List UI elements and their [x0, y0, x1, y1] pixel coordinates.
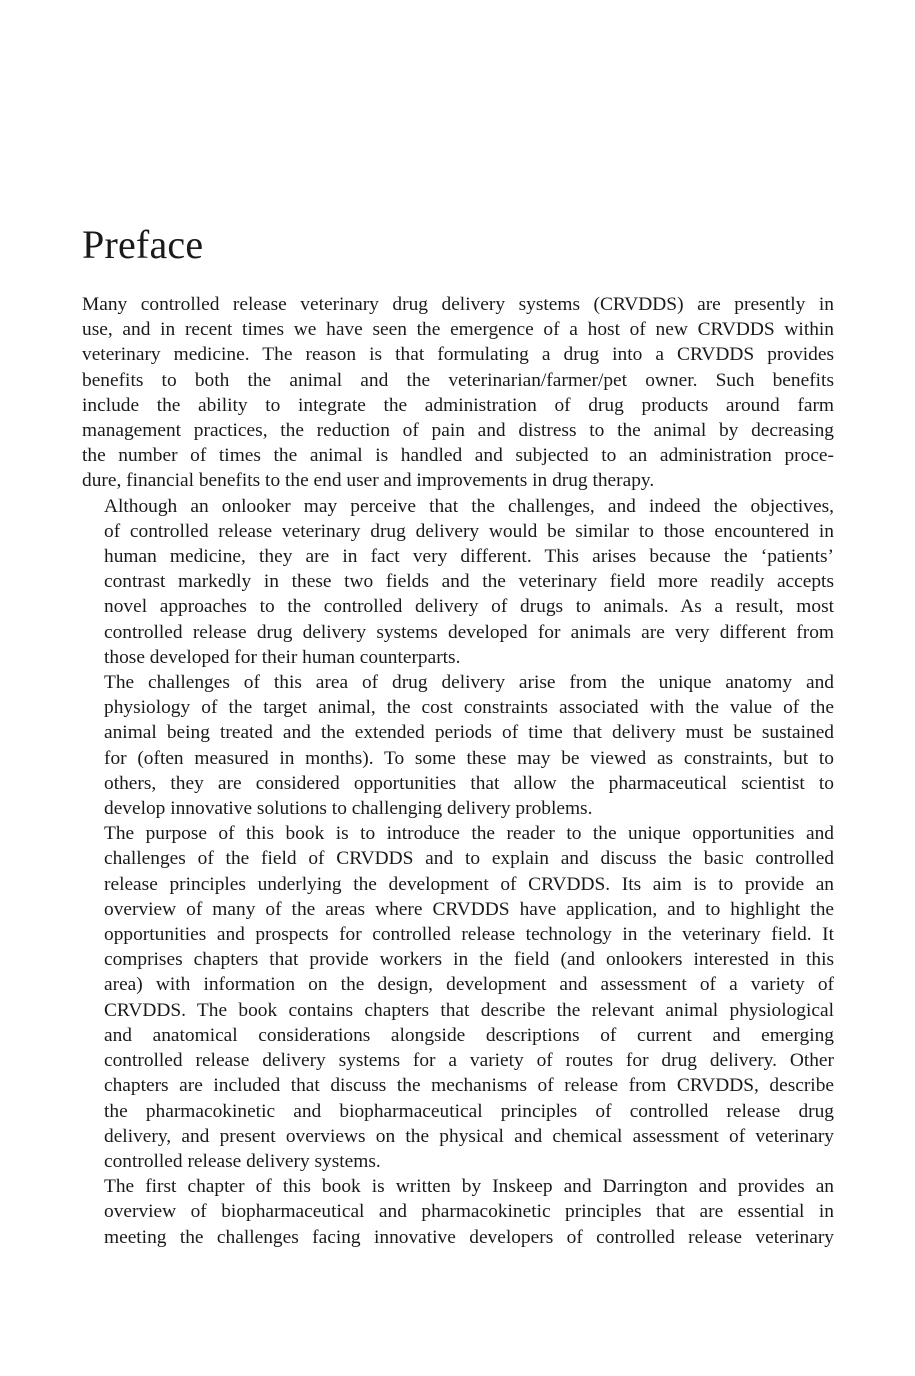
text-line: benefits to both the animal and the veterinarian/farmer/pet owner. Such benefits [82, 369, 834, 391]
paragraph [82, 292, 834, 494]
page-title: Preface [82, 222, 204, 267]
text-line: chapters are included that discuss the mechanisms of release from CRVDDS, describe [104, 1075, 834, 1097]
paragraph [82, 821, 834, 1174]
text-line: use, and in recent times we have seen the emergence of a host of new CRVDDS within [82, 319, 834, 341]
text-line: delivery, and present overviews on the physical and chemical assessment of veterinary [104, 1125, 834, 1147]
text-line: contrast markedly in these two fields and the veterinary field more readily accepts [104, 571, 834, 593]
text-line: Many controlled release veterinary drug delivery systems (CRVDDS) are presently in [82, 294, 834, 315]
text-line: The challenges of this area of drug delivery arise from the unique anatomy and [104, 672, 834, 694]
text-line: and anatomical considerations alongside descriptions of current and emerging [104, 1024, 834, 1046]
text-line: Although an onlooker may perceive that the challenges, and indeed the objectives, [104, 495, 834, 517]
text-line: animal being treated and the extended periods of time that delivery must be sustained [104, 722, 834, 744]
text-line: release principles underlying the development of CRVDDS. Its aim is to provide an [104, 873, 834, 895]
text-line: controlled release delivery systems. [104, 1150, 381, 1172]
text-line: controlled release drug delivery systems developed for animals are very different from [104, 621, 834, 643]
text-line: physiology of the target animal, the cost constraints associated with the value of the [104, 697, 834, 719]
text-line: include the ability to integrate the administration of drug products around farm [82, 394, 834, 416]
text-line: management practices, the reduction of pain and distress to the animal by decreasing [82, 420, 834, 442]
text-line: human medicine, they are in fact very different. This arises because the ‘patients’ [104, 546, 834, 568]
text-line: the pharmacokinetic and biopharmaceutical principles of controlled release drug [104, 1100, 834, 1122]
text-line: novel approaches to the controlled delivery of drugs to animals. As a result, most [104, 596, 834, 618]
text-line: The first chapter of this book is written by Inskeep and Darrington and provides an [104, 1176, 834, 1198]
preface-body [82, 292, 834, 1250]
text-line: those developed for their human counterparts. [104, 646, 461, 668]
text-line: area) with information on the design, development and assessment of a variety of [104, 974, 834, 996]
text-line: for (often measured in months). To some these may be viewed as constraints, but to [104, 747, 834, 769]
paragraph [82, 670, 834, 821]
text-line: CRVDDS. The book contains chapters that describe the relevant animal physiological [104, 999, 834, 1021]
paragraph [82, 1174, 834, 1250]
text-line: The purpose of this book is to introduce the reader to the unique opportunities and [104, 823, 834, 845]
text-line: opportunities and prospects for controlled release technology in the veterinary field. It [104, 924, 834, 946]
text-line: of controlled release veterinary drug delivery would be similar to those encountered in [104, 520, 834, 542]
text-line: overview of many of the areas where CRVDDS have application, and to highlight the [104, 898, 834, 920]
text-line: develop innovative solutions to challenging delivery problems. [104, 798, 593, 820]
paragraph [82, 494, 834, 670]
text-line: comprises chapters that provide workers in the field (and onlookers interested in this [104, 949, 834, 971]
text-line: dure, financial benefits to the end user and improvements in drug therapy. [82, 470, 655, 492]
text-line: challenges of the field of CRVDDS and to explain and discuss the basic controlled [104, 848, 834, 870]
text-line: veterinary medicine. The reason is that formulating a drug into a CRVDDS provides [82, 344, 834, 366]
text-line: the number of times the animal is handled and subjected to an administration proce- [82, 445, 834, 467]
text-line: others, they are considered opportunities that allow the pharmaceutical scientist to [104, 772, 834, 794]
text-line: meeting the challenges facing innovative developers of controlled release veterinary [104, 1226, 834, 1248]
text-line: controlled release delivery systems for a variety of routes for drug delivery. Other [104, 1050, 834, 1072]
text-line: overview of biopharmaceutical and pharmacokinetic principles that are essential in [104, 1201, 834, 1223]
